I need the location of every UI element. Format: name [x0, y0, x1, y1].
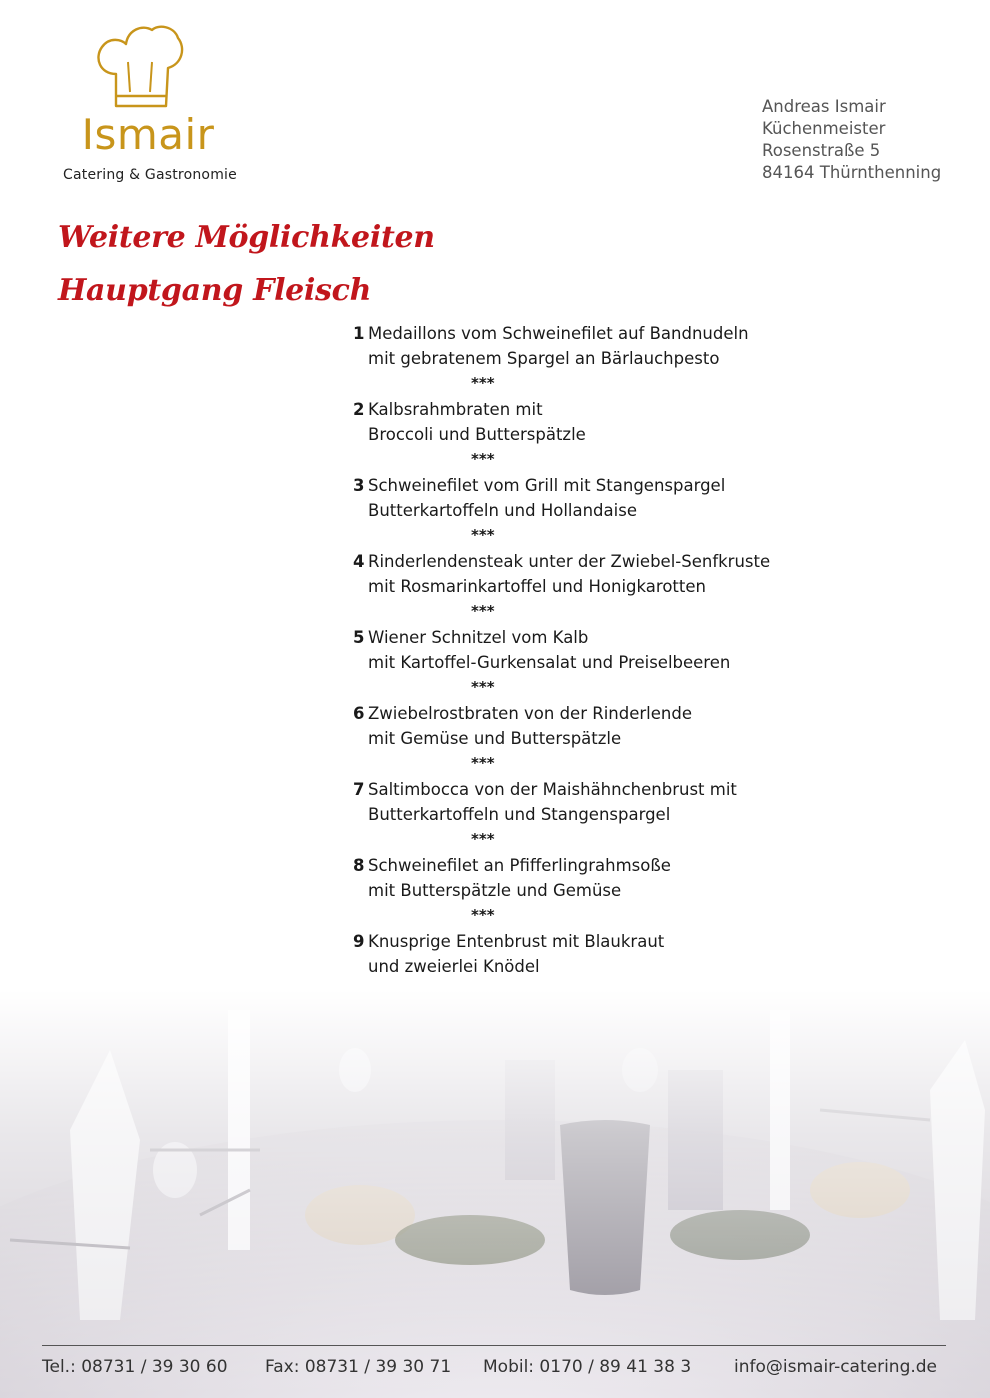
footer-contact	[42, 1355, 948, 1385]
menu-item-number: 8	[353, 856, 365, 875]
menu-item	[353, 397, 913, 447]
menu-item-side: mit Rosmarinkartoffel und Honigkarotten	[368, 577, 706, 596]
menu-item	[353, 549, 913, 599]
menu-item	[353, 853, 913, 903]
footer-mobile: Mobil: 0170 / 89 41 38 3	[483, 1357, 692, 1377]
menu-item-number: 1	[353, 324, 365, 343]
menu-item	[353, 321, 913, 371]
menu-item-side: Broccoli und Butterspätzle	[368, 425, 586, 444]
menu-item-number: 3	[353, 476, 365, 495]
menu-item	[353, 929, 913, 979]
brand-name: Ismair	[81, 110, 215, 159]
heading-main-course-meat: Hauptgang Fleisch	[58, 273, 372, 308]
address-block	[762, 96, 972, 184]
separator: ***	[471, 754, 495, 772]
menu-item-title: Zwiebelrostbraten von der Rinderlende	[368, 704, 692, 723]
menu-item-title: Wiener Schnitzel vom Kalb	[368, 628, 589, 647]
menu-item-number: 4	[353, 552, 365, 571]
brand-logo	[40, 22, 260, 192]
menu-item-number: 5	[353, 628, 365, 647]
menu-item	[353, 777, 913, 827]
separator: ***	[471, 602, 495, 620]
separator: ***	[471, 374, 495, 392]
brand-tagline: Catering & Gastronomie	[63, 167, 237, 183]
separator: ***	[471, 678, 495, 696]
menu-item-title: Schweinefilet an Pfifferlingrahmsoße	[368, 856, 671, 875]
heading-more-options: Weitere Möglichkeiten	[58, 220, 435, 255]
menu-item	[353, 473, 913, 523]
menu-item-title: Medaillons vom Schweinefilet auf Bandnudeln	[368, 324, 749, 343]
menu-item-title: Schweinefilet vom Grill mit Stangenspargel	[368, 476, 726, 495]
footer-divider	[42, 1345, 946, 1346]
address-name: Andreas Ismair	[762, 97, 886, 116]
address-city: 84164 Thürnthenning	[762, 163, 942, 182]
menu-item-number: 6	[353, 704, 365, 723]
footer-fax: Fax: 08731 / 39 30 71	[265, 1357, 452, 1377]
table-setting-photo	[0, 990, 990, 1398]
menu-item-title: Rinderlendensteak unter der Zwiebel-Senfkruste	[368, 552, 771, 571]
menu-item-side: und zweierlei Knödel	[368, 957, 540, 976]
menu-list	[353, 321, 913, 979]
menu-item-side: mit Gemüse und Butterspätzle	[368, 729, 622, 748]
menu-item	[353, 625, 913, 675]
menu-item-side: Butterkartoffeln und Stangenspargel	[368, 805, 671, 824]
footer-phone: Tel.: 08731 / 39 30 60	[42, 1357, 228, 1377]
menu-item-number: 2	[353, 400, 365, 419]
menu-item-number: 7	[353, 780, 365, 799]
separator: ***	[471, 450, 495, 468]
menu-item-side: mit Butterspätzle und Gemüse	[368, 881, 622, 900]
separator: ***	[471, 906, 495, 924]
address-title: Küchenmeister	[762, 119, 886, 138]
menu-item-side: mit gebratenem Spargel an Bärlauchpesto	[368, 349, 720, 368]
menu-item-title: Knusprige Entenbrust mit Blaukraut	[368, 932, 665, 951]
menu-item-title: Saltimbocca von der Maishähnchenbrust mit	[368, 780, 737, 799]
separator: ***	[471, 830, 495, 848]
chef-hat-icon	[90, 22, 190, 114]
menu-item	[353, 701, 913, 751]
separator: ***	[471, 526, 495, 544]
footer-email[interactable]: info@ismair-catering.de	[734, 1357, 938, 1377]
menu-item-number: 9	[353, 932, 365, 951]
menu-item-side: mit Kartoffel-Gurkensalat und Preiselbeeren	[368, 653, 731, 672]
menu-item-side: Butterkartoffeln und Hollandaise	[368, 501, 637, 520]
menu-item-title: Kalbsrahmbraten mit	[368, 400, 543, 419]
address-street: Rosenstraße 5	[762, 141, 881, 160]
